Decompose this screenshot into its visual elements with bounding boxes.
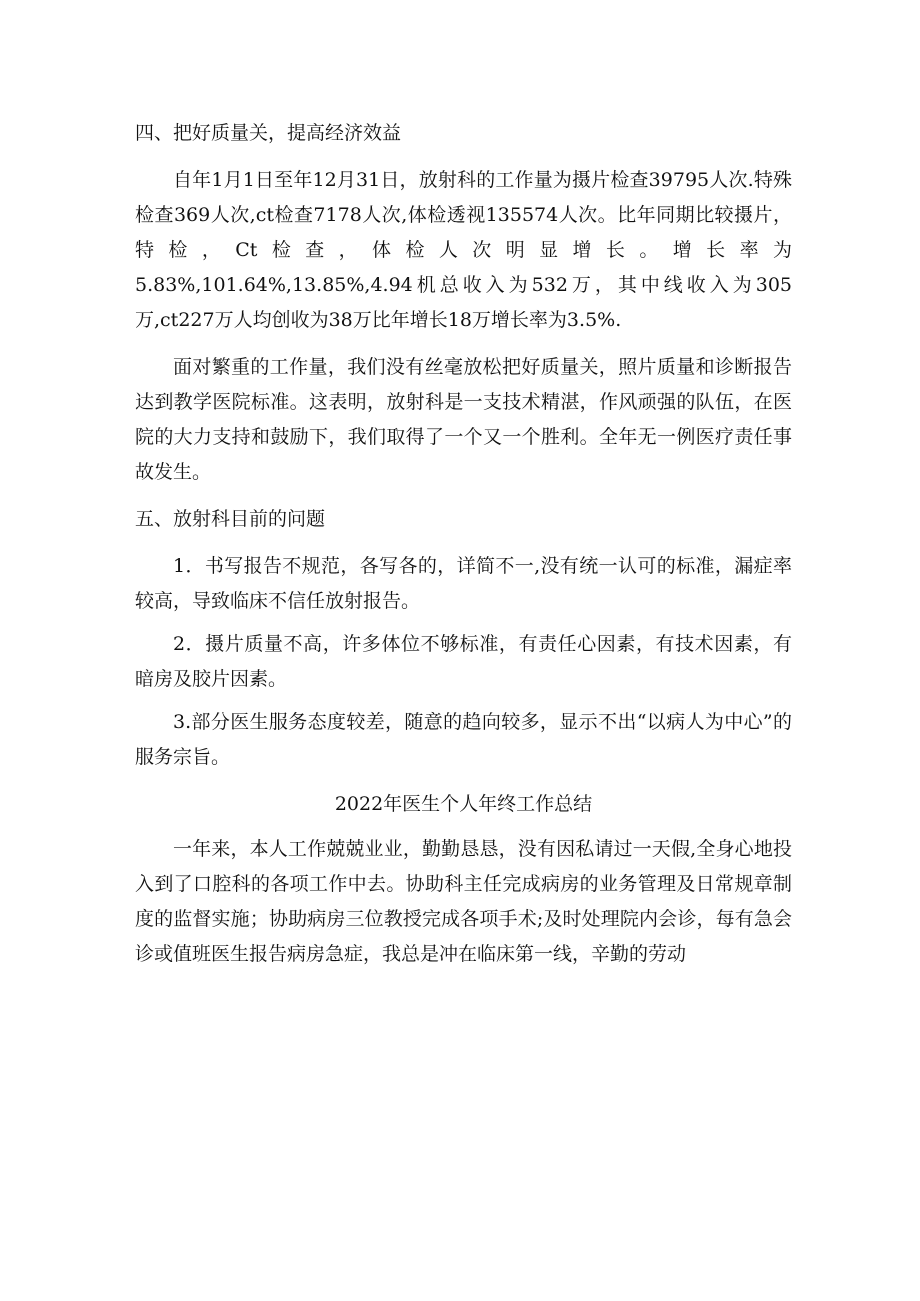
paragraph-workload: 自年1月1日至年12月31日，放射科的工作量为摄片检查39795人次.特殊检查369人次,ct检查7178人次,体检透视135574人次。比年同期比较摄片，特检，Ct检查，体检人次明显增长。增长率为5.83%,101.64%,13.85%,4.94机总收入为532万，其中线收入为305万,ct227万人均创收为38万比年增长18万增长率为3.5%. [135, 169, 792, 331]
paragraph-quality: 面对繁重的工作量，我们没有丝毫放松把好质量关，照片质量和诊断报告达到教学医院标准。这表明，放射科是一支技术精湛，作风顽强的队伍，在医院的大力支持和鼓励下，我们取得了一个又一个胜利。全年无一例医疗责任事故发生。 [135, 356, 792, 483]
document-title: 2022年医生个人年终工作总结 [334, 793, 593, 815]
problem-item-1: 1．书写报告不规范，各写各的，详简不一,没有统一认可的标准，漏症率较高，导致临床不信任放射报告。 [135, 555, 792, 612]
section-heading-problems: 五、放射科目前的问题 [135, 508, 326, 530]
problem-item-3: 3.部分医生服务态度较差，随意的趋向较多，显示不出“以病人为中心”的服务宗旨。 [135, 711, 792, 768]
section-heading-quality: 四、把好质量关，提高经济效益 [135, 122, 402, 144]
paragraph-intro: 一年来，本人工作兢兢业业，勤勤恳恳，没有因私请过一天假,全身心地投入到了口腔科的各项工作中去。协助科主任完成病房的业务管理及日常规章制度的监督实施；协助病房三位教授完成各项手术;及时处理院内会诊，每有急会诊或值班医生报告病房急症，我总是冲在临床第一线，辛勤的劳动 [135, 838, 792, 965]
problem-item-2: 2．摄片质量不高，许多体位不够标准，有责任心因素，有技术因素，有暗房及胶片因素。 [135, 633, 792, 690]
